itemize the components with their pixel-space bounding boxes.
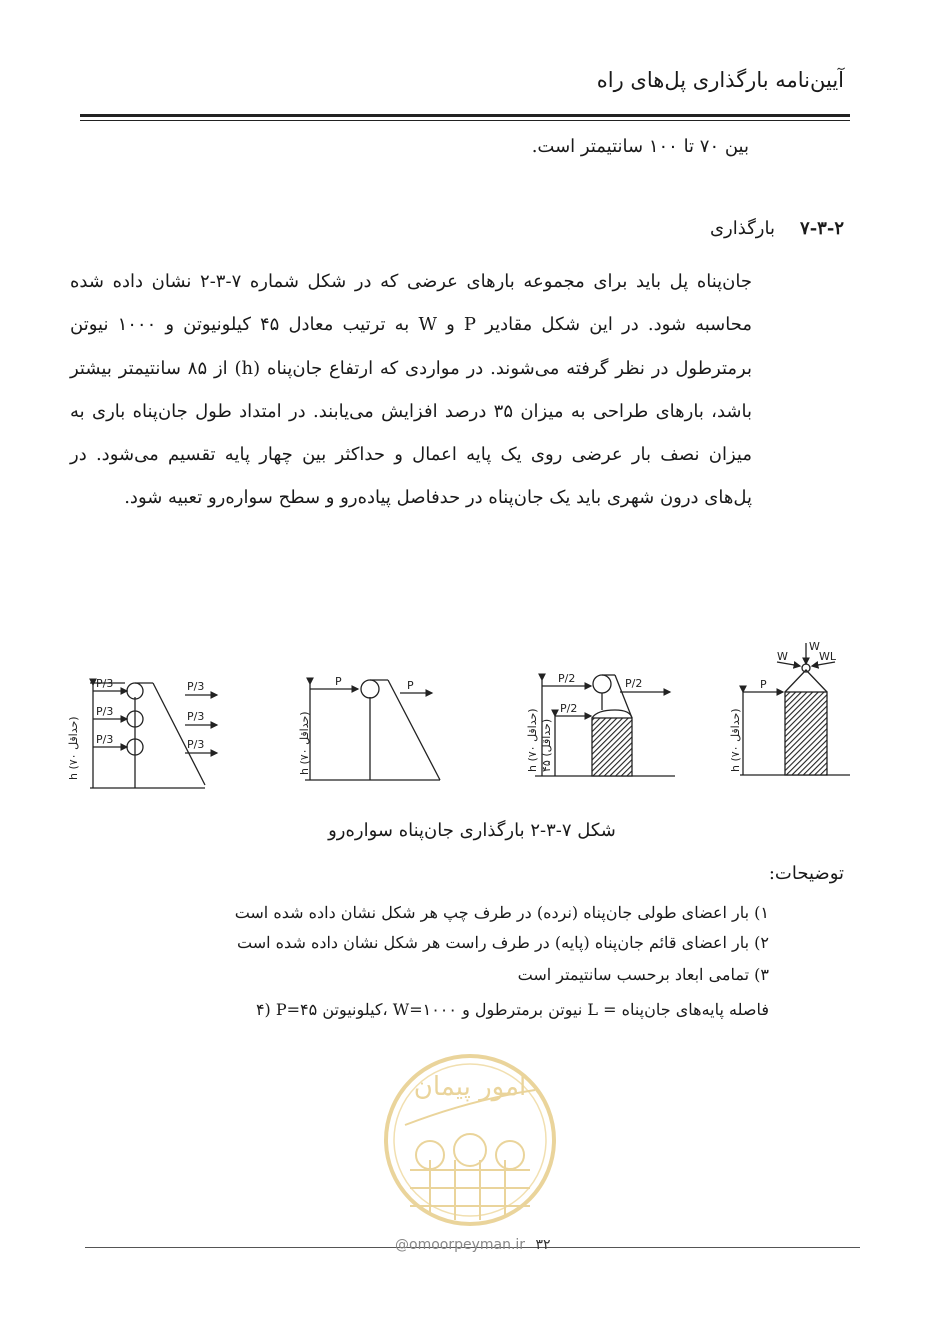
- label-p2-rail: P/2: [558, 672, 576, 685]
- label-p3-rail-2: P/3: [96, 705, 114, 718]
- note-item: ۳) تمامی ابعاد برحسب سانتیمتر است: [517, 965, 769, 984]
- label-w-top: W: [809, 640, 820, 653]
- panel-single-rail: [305, 680, 440, 780]
- label-p2-post: P/2: [625, 677, 643, 690]
- page-header-title: آیین‌نامه بارگذاری پل‌های راه: [596, 68, 844, 92]
- note-item: ۲) بار اعضای قائم جان‌پناه (پایه) در طرف راست هر شکل نشان داده شده است: [237, 933, 769, 952]
- note-item: ۴) P=۴۵ کیلونیوتن، W=۱۰۰۰ نیوتن برمترطول و L = فاصله پایه‌های جان‌پناه: [255, 1000, 769, 1019]
- body-paragraph: جان‌پناه پل باید برای مجموعه بارهای عرضی که در شکل شماره ۷-۳-۲ نشان داده شده محاسبه شود. در این شکل مقادیر P و W به ترتیب معادل ۴۵ کیلونیوتن و ۱۰۰۰ نیوتن برمترطول در نظر گرفته می‌شوند. در مواردی که ارتفاع جان‌پناه (h) از ۸۵ سانتیمتر بیشتر باشد، بارهای طراحی به میزان ۳۵ درصد افزایش می‌یابند. در امتداد طول جان‌پناه باری به میزان نصف بار عرضی روی یک پایه اعمال و حداکثر بین چهار پایه تقسیم می‌شود. در پل‌های درون شهری باید یک جان‌پناه در حدفاصل پیاده‌رو و سطح سواره‌رو تعبیه شود.: [70, 271, 753, 509]
- section-number: ۷-۳-۲: [800, 218, 844, 239]
- seal-text: امور پیمان: [413, 1072, 527, 1102]
- label-w-left: W: [777, 650, 788, 663]
- label-p2-parapet: P/2: [560, 702, 578, 715]
- label-p-parapet: P: [760, 678, 767, 691]
- railing-load-figure: [55, 640, 855, 800]
- height-label-3: h (حداقل ۷۰): [526, 708, 539, 772]
- label-p3-rail-1: P/3: [96, 677, 114, 690]
- label-p3-post-1: P/3: [187, 680, 205, 693]
- panel-parapet-rail: [535, 675, 675, 776]
- header-rule-thin: [80, 120, 850, 121]
- height-label-1: h (حداقل ۷۰): [67, 716, 80, 780]
- section-title: بارگذاری: [709, 218, 775, 239]
- intro-text: بین ۷۰ تا ۱۰۰ سانتیمتر است.: [531, 136, 749, 157]
- height-label-2: h (حداقل ۷۰): [298, 711, 311, 775]
- height-label-45: ۴۵ (حداقل): [540, 718, 553, 772]
- page-number: ۳۲: [535, 1237, 551, 1253]
- label-wl-right: WL: [819, 650, 837, 663]
- footer-watermark: [395, 1237, 551, 1253]
- figure-caption: شکل ۷-۳-۲ بارگذاری جان‌پناه سواره‌رو: [328, 820, 616, 841]
- height-label-4: h (حداقل ۷۰): [729, 708, 742, 772]
- footer-watermark-text: @omoorpeyman.ir: [395, 1237, 526, 1253]
- header-rule-thick: [80, 114, 850, 117]
- label-p3-post-2: P/3: [187, 710, 205, 723]
- section-heading: [710, 218, 844, 239]
- note-item: ۱) بار اعضای طولی جان‌پناه (نرده) در طرف چپ هر شکل نشان داده شده است: [234, 903, 769, 922]
- notes-title: توضیحات:: [768, 863, 844, 884]
- publisher-seal-watermark: [380, 1050, 560, 1230]
- label-p-post: P: [407, 679, 414, 692]
- label-p-rail: P: [335, 675, 342, 688]
- label-p3-post-3: P/3: [187, 738, 205, 751]
- label-p3-rail-3: P/3: [96, 733, 114, 746]
